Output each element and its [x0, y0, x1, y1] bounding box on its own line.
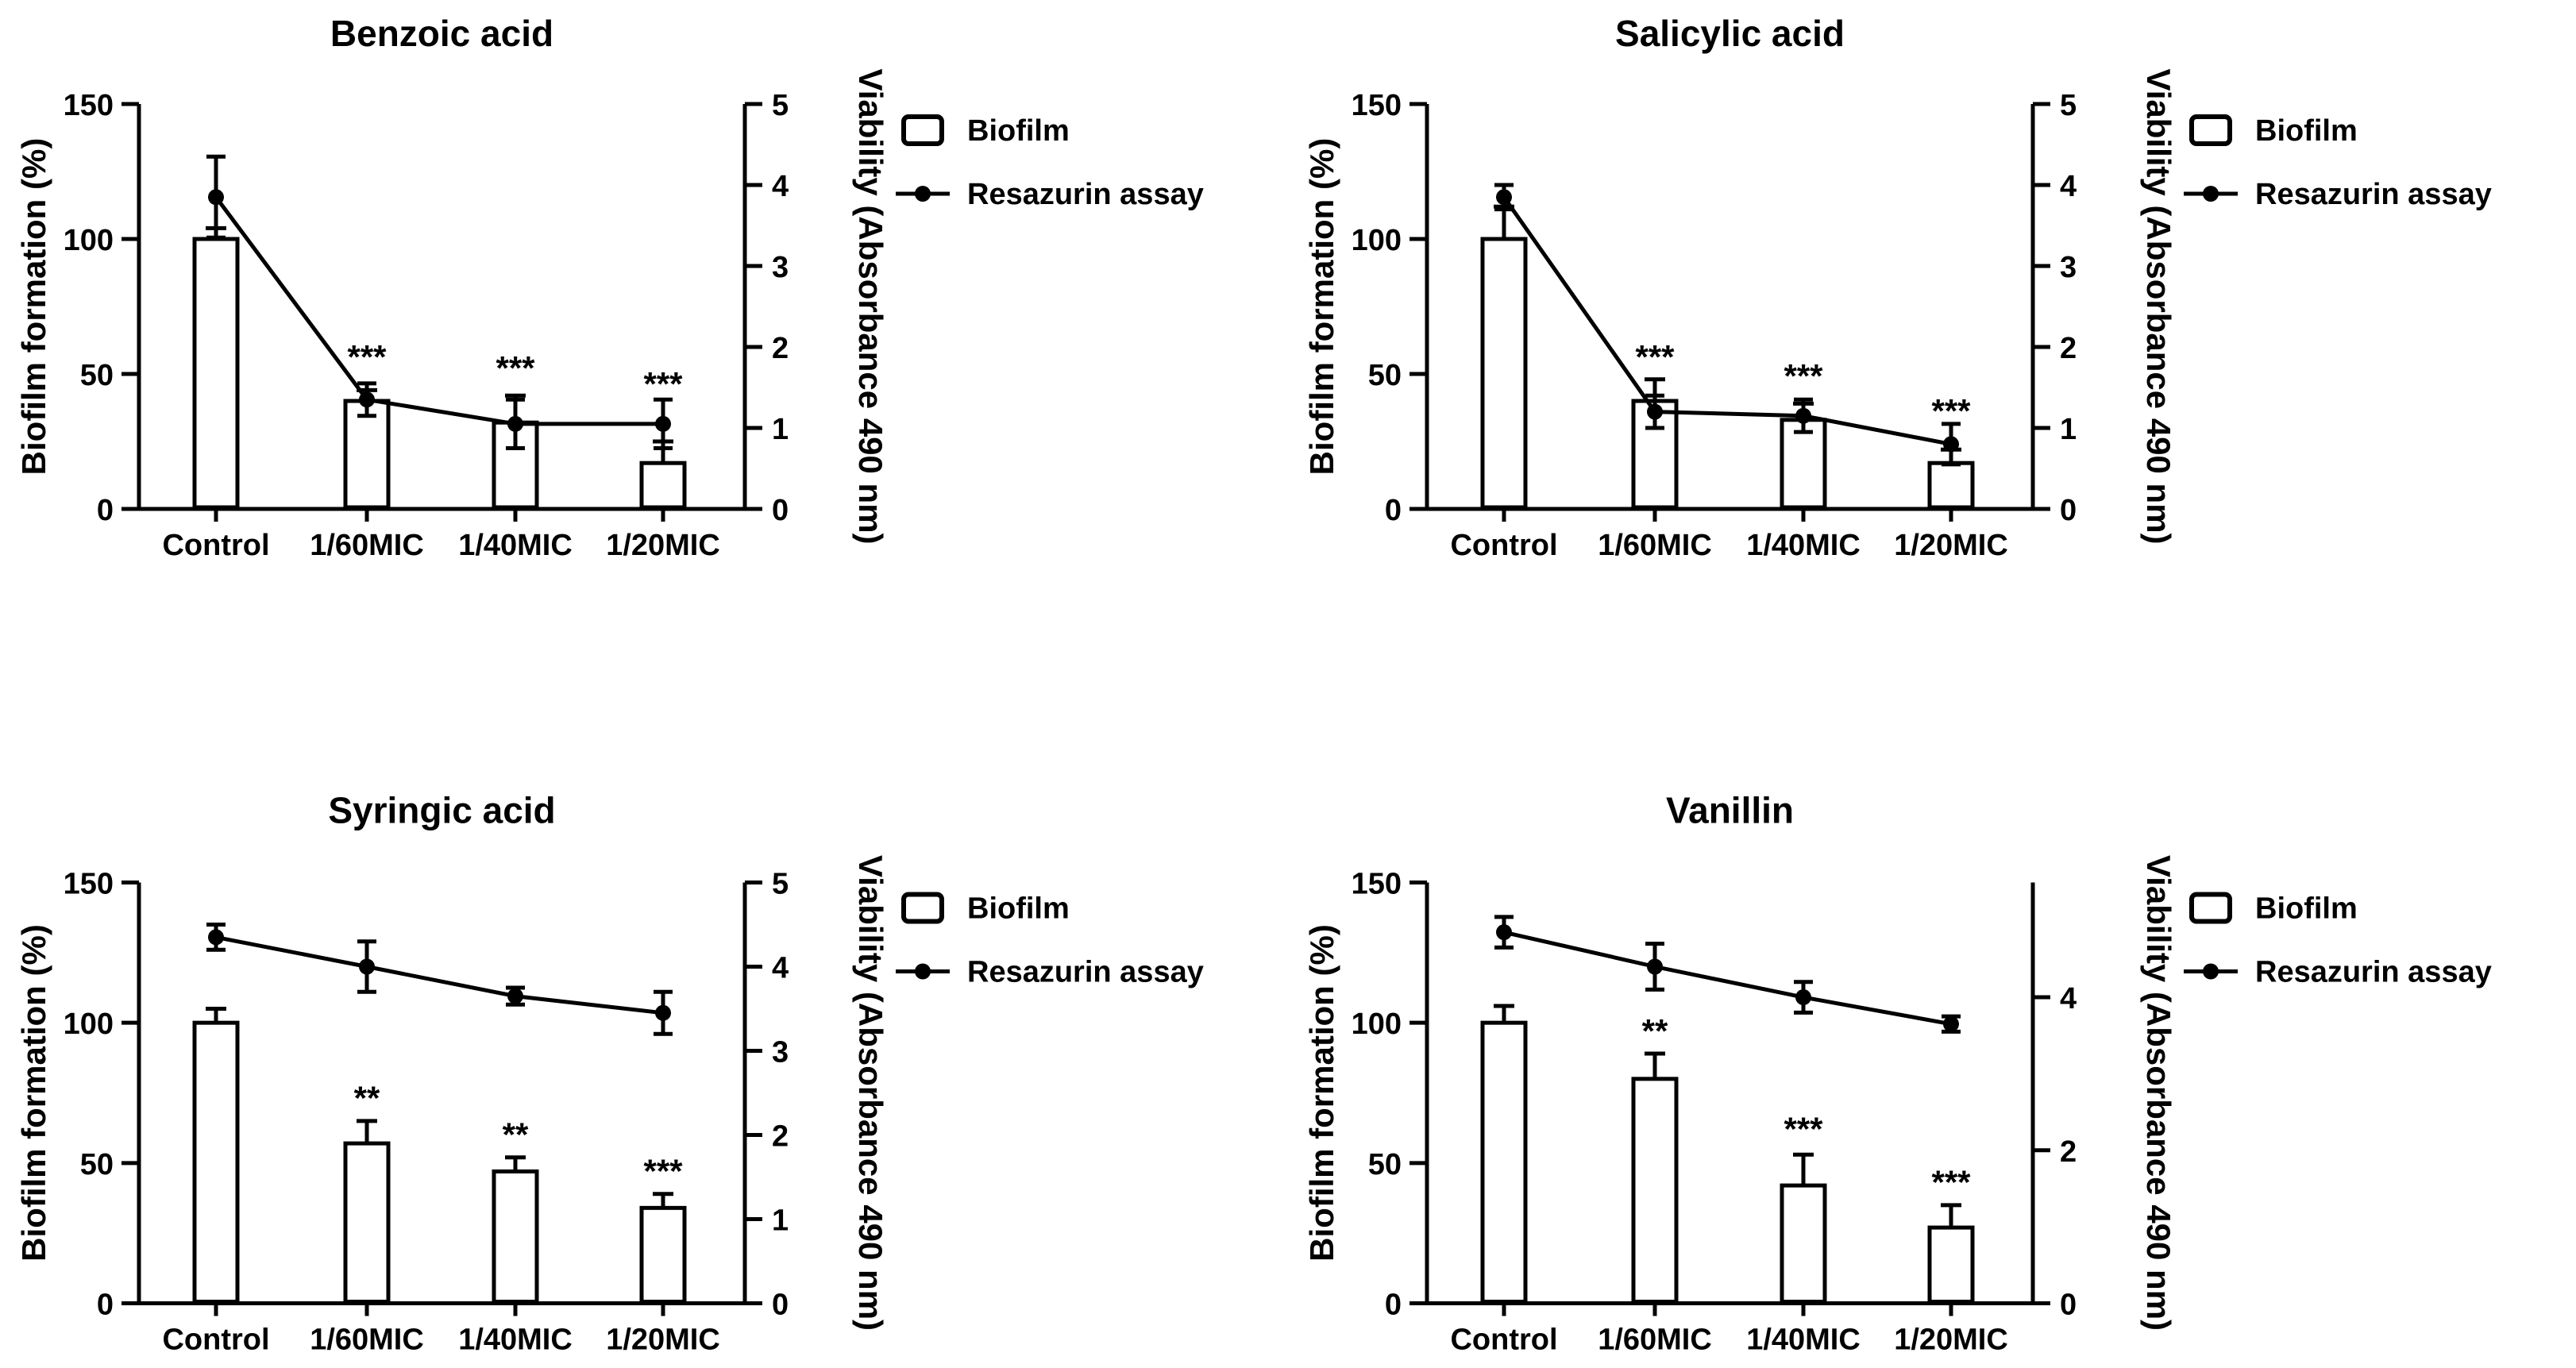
- biofilm-bar: [1782, 1185, 1825, 1301]
- resazurin-marker: [655, 416, 671, 432]
- resazurin-marker: [1943, 1016, 1959, 1032]
- biofilm-bar: [1930, 463, 1972, 507]
- panel-vanillin-chart: [1288, 684, 2576, 1368]
- legend-resazurin-label: Resazurin assay: [2255, 955, 2492, 989]
- left-tick-label: 50: [79, 1147, 114, 1181]
- significance-stars: ***: [643, 365, 683, 403]
- right-tick-label: 5: [2060, 89, 2077, 122]
- left-tick-label: 0: [1384, 494, 1402, 527]
- legend-resazurin-label: Resazurin assay: [967, 178, 1204, 211]
- category-label: 1/40MIC: [1746, 529, 1861, 562]
- left-tick-label: 50: [1367, 1147, 1402, 1181]
- significance-stars: ***: [1784, 1110, 1823, 1148]
- resazurin-marker: [507, 988, 523, 1004]
- resazurin-marker: [1647, 959, 1663, 975]
- legend-resazurin-label: Resazurin assay: [2255, 178, 2492, 211]
- resazurin-marker: [1647, 404, 1663, 420]
- resazurin-marker: [1496, 924, 1512, 940]
- panel-salicylic-acid-chart: [1288, 0, 2576, 684]
- panel-title: Salicylic acid: [1615, 13, 1845, 54]
- panel-title: Vanillin: [1665, 789, 1795, 831]
- right-tick-label: 0: [2060, 1288, 2077, 1322]
- panel-syringic-acid-chart: [0, 684, 1288, 1368]
- biofilm-bar: [195, 1023, 237, 1301]
- category-label: Control: [162, 529, 270, 562]
- left-tick-label: 100: [63, 1008, 114, 1042]
- right-axis-title: Viability (Absorbance 490 nm): [2140, 68, 2177, 545]
- panel-vanillin: [1288, 684, 2576, 1368]
- left-tick-label: 0: [96, 1288, 114, 1322]
- category-label: 1/40MIC: [458, 529, 573, 562]
- category-label: 1/20MIC: [1894, 1323, 2008, 1357]
- right-tick-label: 4: [2060, 982, 2077, 1016]
- left-tick-label: 150: [1351, 867, 1402, 901]
- resazurin-marker: [359, 391, 375, 407]
- category-label: 1/60MIC: [310, 529, 424, 562]
- panel-syringic-acid: [0, 684, 1288, 1368]
- significance-stars: ***: [1635, 338, 1675, 376]
- left-tick-label: 100: [63, 224, 114, 257]
- left-axis-title: Biofilm formation (%): [1303, 924, 1340, 1262]
- right-tick-label: 2: [772, 1119, 789, 1154]
- legend-biofilm-swatch: [2192, 895, 2230, 922]
- right-tick-label: 0: [772, 1288, 789, 1322]
- biofilm-bar: [345, 1143, 388, 1301]
- right-tick-label: 1: [772, 1204, 789, 1238]
- category-label: 1/40MIC: [458, 1323, 573, 1357]
- resazurin-marker: [1795, 989, 1811, 1005]
- significance-stars: **: [502, 1116, 529, 1154]
- left-axis-title: Biofilm formation (%): [15, 924, 52, 1262]
- right-tick-label: 1: [772, 413, 789, 446]
- right-tick-label: 0: [2060, 494, 2077, 527]
- resazurin-marker: [208, 929, 224, 945]
- category-label: 1/20MIC: [606, 529, 720, 562]
- resazurin-marker: [1943, 436, 1959, 452]
- category-label: Control: [1450, 1323, 1558, 1357]
- left-tick-label: 50: [79, 359, 114, 392]
- legend-biofilm-swatch: [904, 117, 942, 144]
- legend-biofilm-label: Biofilm: [967, 892, 1070, 926]
- resazurin-marker: [655, 1005, 671, 1021]
- left-tick-label: 150: [1351, 89, 1402, 122]
- resazurin-line: [1504, 197, 1951, 444]
- right-tick-label: 4: [772, 951, 789, 985]
- left-tick-label: 100: [1351, 224, 1402, 257]
- right-axis-title: Viability (Absorbance 490 nm): [852, 68, 889, 545]
- left-tick-label: 0: [1384, 1288, 1402, 1322]
- left-tick-label: 0: [96, 494, 114, 527]
- right-tick-label: 3: [772, 251, 789, 284]
- legend-resazurin-label: Resazurin assay: [967, 955, 1204, 989]
- left-tick-label: 150: [63, 867, 114, 901]
- resazurin-line: [216, 197, 663, 424]
- right-tick-label: 5: [772, 867, 789, 901]
- biofilm-bar: [642, 1208, 684, 1301]
- biofilm-bar: [494, 1171, 537, 1301]
- panel-title: Benzoic acid: [330, 13, 554, 54]
- resazurin-marker: [359, 959, 375, 975]
- resazurin-line: [1504, 932, 1951, 1024]
- category-label: 1/20MIC: [606, 1323, 720, 1357]
- left-tick-label: 50: [1367, 359, 1402, 392]
- resazurin-marker: [1496, 189, 1512, 205]
- resazurin-marker: [1795, 408, 1811, 424]
- biofilm-bar: [1483, 239, 1525, 507]
- biofilm-bar: [1483, 1023, 1525, 1301]
- biofilm-bar: [195, 239, 237, 507]
- significance-stars: **: [1641, 1012, 1668, 1050]
- right-tick-label: 3: [772, 1035, 789, 1069]
- category-label: 1/60MIC: [1598, 529, 1712, 562]
- resazurin-line: [216, 937, 663, 1012]
- panel-benzoic-acid-chart: [0, 0, 1288, 684]
- significance-stars: ***: [1931, 1163, 1971, 1201]
- right-tick-label: 4: [2060, 170, 2077, 203]
- left-tick-label: 150: [63, 89, 114, 122]
- right-tick-label: 3: [2060, 251, 2077, 284]
- significance-stars: ***: [496, 349, 535, 387]
- right-tick-label: 1: [2060, 413, 2077, 446]
- category-label: Control: [162, 1323, 270, 1357]
- legend-biofilm-label: Biofilm: [2255, 892, 2358, 926]
- category-label: 1/60MIC: [310, 1323, 424, 1357]
- legend-resazurin-marker: [2203, 964, 2219, 980]
- category-label: 1/40MIC: [1746, 1323, 1861, 1357]
- right-tick-label: 0: [772, 494, 789, 527]
- legend-biofilm-swatch: [904, 895, 942, 922]
- panel-salicylic-acid: [1288, 0, 2576, 684]
- significance-stars: ***: [347, 338, 387, 376]
- right-axis-title: Viability (Absorbance 490 nm): [2140, 854, 2177, 1331]
- legend-biofilm-label: Biofilm: [967, 114, 1070, 148]
- resazurin-marker: [507, 416, 523, 432]
- category-label: 1/20MIC: [1894, 529, 2008, 562]
- legend-biofilm-swatch: [2192, 117, 2230, 144]
- left-axis-title: Biofilm formation (%): [1303, 137, 1340, 476]
- right-axis-title: Viability (Absorbance 490 nm): [852, 854, 889, 1331]
- left-tick-label: 100: [1351, 1008, 1402, 1042]
- significance-stars: ***: [643, 1152, 683, 1190]
- significance-stars: ***: [1931, 392, 1971, 430]
- legend-resazurin-marker: [915, 964, 931, 980]
- legend-resazurin-marker: [915, 186, 931, 202]
- legend-resazurin-marker: [2203, 186, 2219, 202]
- category-label: 1/60MIC: [1598, 1323, 1712, 1357]
- significance-stars: **: [353, 1079, 380, 1117]
- panel-benzoic-acid: [0, 0, 1288, 684]
- right-tick-label: 5: [772, 89, 789, 122]
- panel-title: Syringic acid: [328, 789, 556, 831]
- biofilm-bar: [1930, 1227, 1972, 1301]
- left-axis-title: Biofilm formation (%): [15, 137, 52, 476]
- right-tick-label: 2: [2060, 332, 2077, 365]
- right-tick-label: 4: [772, 170, 789, 203]
- significance-stars: ***: [1784, 357, 1823, 395]
- category-label: Control: [1450, 529, 1558, 562]
- biofilm-bar: [1633, 1079, 1676, 1302]
- resazurin-marker: [208, 189, 224, 205]
- right-tick-label: 2: [2060, 1135, 2077, 1169]
- biofilm-bar: [642, 463, 684, 507]
- right-tick-label: 2: [772, 332, 789, 365]
- legend-biofilm-label: Biofilm: [2255, 114, 2358, 148]
